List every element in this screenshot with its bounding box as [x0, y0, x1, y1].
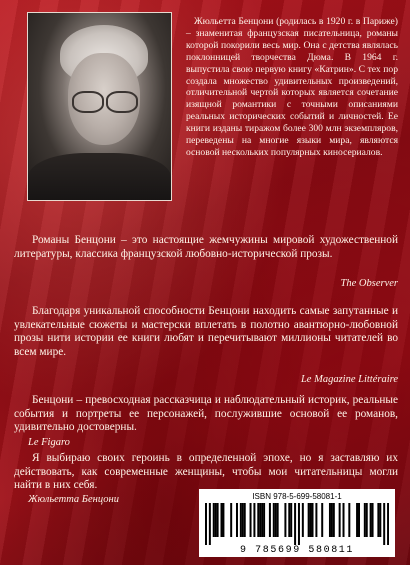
- barcode-bar: [244, 503, 246, 537]
- barcode-bar: [339, 503, 341, 537]
- barcode-bar: [273, 503, 275, 537]
- quote-4-source: Жюльетта Бенцони: [28, 494, 119, 505]
- barcode-bar: [358, 503, 360, 537]
- barcode-bar: [269, 503, 271, 537]
- barcode-bar: [321, 503, 323, 537]
- quote-3: Бенцони – превосходная рассказчица и наблюдательный историк, реальные события и портреты ее персонажей, послужившие основой ее романов, удивительно достоверны.: [14, 394, 398, 434]
- barcode-bar: [230, 503, 232, 537]
- barcode-bar: [290, 503, 292, 537]
- barcode-bar: [240, 503, 242, 537]
- barcode-bar: [205, 503, 207, 545]
- isbn-barcode: [199, 489, 395, 557]
- quote-3-source: Le Figaro: [28, 437, 70, 448]
- author-bio: Жюльетта Бенцони (родилась в 1920 г. в Париже) – знаменитая французская писательница, романы которой покорили весь мир. Она с детства являлась поклонницей творчества Дюма. В 1964 г. выпустила свою первую книгу «Катрин». С тех пор создала множество удивительных произведений, отличительной чертой которых является сочетание изящной романтики с точными описаниями реальных исторических событий и личностей. Ее книги изданы тиражом более 300 млн экземпляров, переведены на многие языки мира, являются основой нескольких популярных киносериалов.: [186, 16, 398, 158]
- quote-1-source: The Observer: [340, 278, 398, 289]
- barcode-bar: [366, 503, 368, 537]
- quote-1: Романы Бенцони – это настоящие жемчужины мировой художественной литературы, классика французской любовно-исторической прозы.: [14, 234, 398, 260]
- barcode-bar: [288, 503, 290, 537]
- barcode-bars: [205, 503, 389, 545]
- barcode-bar: [315, 503, 317, 537]
- barcode-bar: [379, 503, 381, 537]
- barcode-bar: [209, 503, 211, 545]
- barcode-bar: [348, 503, 350, 537]
- barcode-bar: [217, 503, 219, 537]
- barcode-bar: [372, 503, 374, 537]
- barcode-bar: [377, 503, 379, 537]
- barcode-bar: [253, 503, 255, 537]
- barcode-bar: [308, 503, 310, 537]
- barcode-bar: [213, 503, 215, 537]
- barcode-bar: [312, 503, 314, 537]
- barcode-bar: [222, 503, 224, 537]
- barcode-bar: [257, 503, 259, 537]
- barcode-bar: [387, 503, 389, 545]
- barcode-bar: [215, 503, 217, 537]
- barcode-bar: [236, 503, 238, 537]
- barcode-bar: [356, 503, 358, 537]
- barcode-bar: [284, 503, 286, 537]
- barcode-bar: [298, 503, 300, 545]
- barcode-bar: [259, 503, 261, 537]
- barcode-bar: [261, 503, 263, 537]
- barcode-bar: [333, 503, 335, 537]
- quote-4: Я выбираю своих героинь в определенной эпохе, но я заставляю их действовать, как современные женщины, чтобы мои читательницы могли найти в них себя.: [14, 452, 398, 492]
- barcode-bar: [310, 503, 312, 537]
- barcode-digits: 9 785699 580811: [239, 545, 354, 556]
- barcode-bar: [250, 503, 252, 537]
- isbn-label: ISBN 978-5-699-58081-1: [252, 492, 342, 501]
- barcode-bar: [343, 503, 345, 537]
- barcode-bar: [331, 503, 333, 537]
- barcode-bar: [242, 503, 244, 537]
- barcode-bar: [364, 503, 366, 537]
- author-photo: [27, 12, 172, 201]
- barcode-bar: [277, 503, 279, 537]
- quote-2: Благодаря уникальной способности Бенцони находить самые запутанные и увлекательные сюжеты и мастерски вплетать в полотно авантюрно-любовной прозы нити истории ее книги любят и перечитывают миллионы читателей во всем мире.: [14, 305, 398, 358]
- barcode-bar: [302, 503, 304, 537]
- quote-2-source: Le Magazine Littéraire: [300, 374, 398, 385]
- barcode-bar: [329, 503, 331, 537]
- barcode-bar: [263, 503, 265, 537]
- barcode-bar: [383, 503, 385, 545]
- barcode-bar: [220, 503, 222, 537]
- barcode-bar: [275, 503, 277, 537]
- barcode-bar: [370, 503, 372, 537]
- barcode-bar: [294, 503, 296, 545]
